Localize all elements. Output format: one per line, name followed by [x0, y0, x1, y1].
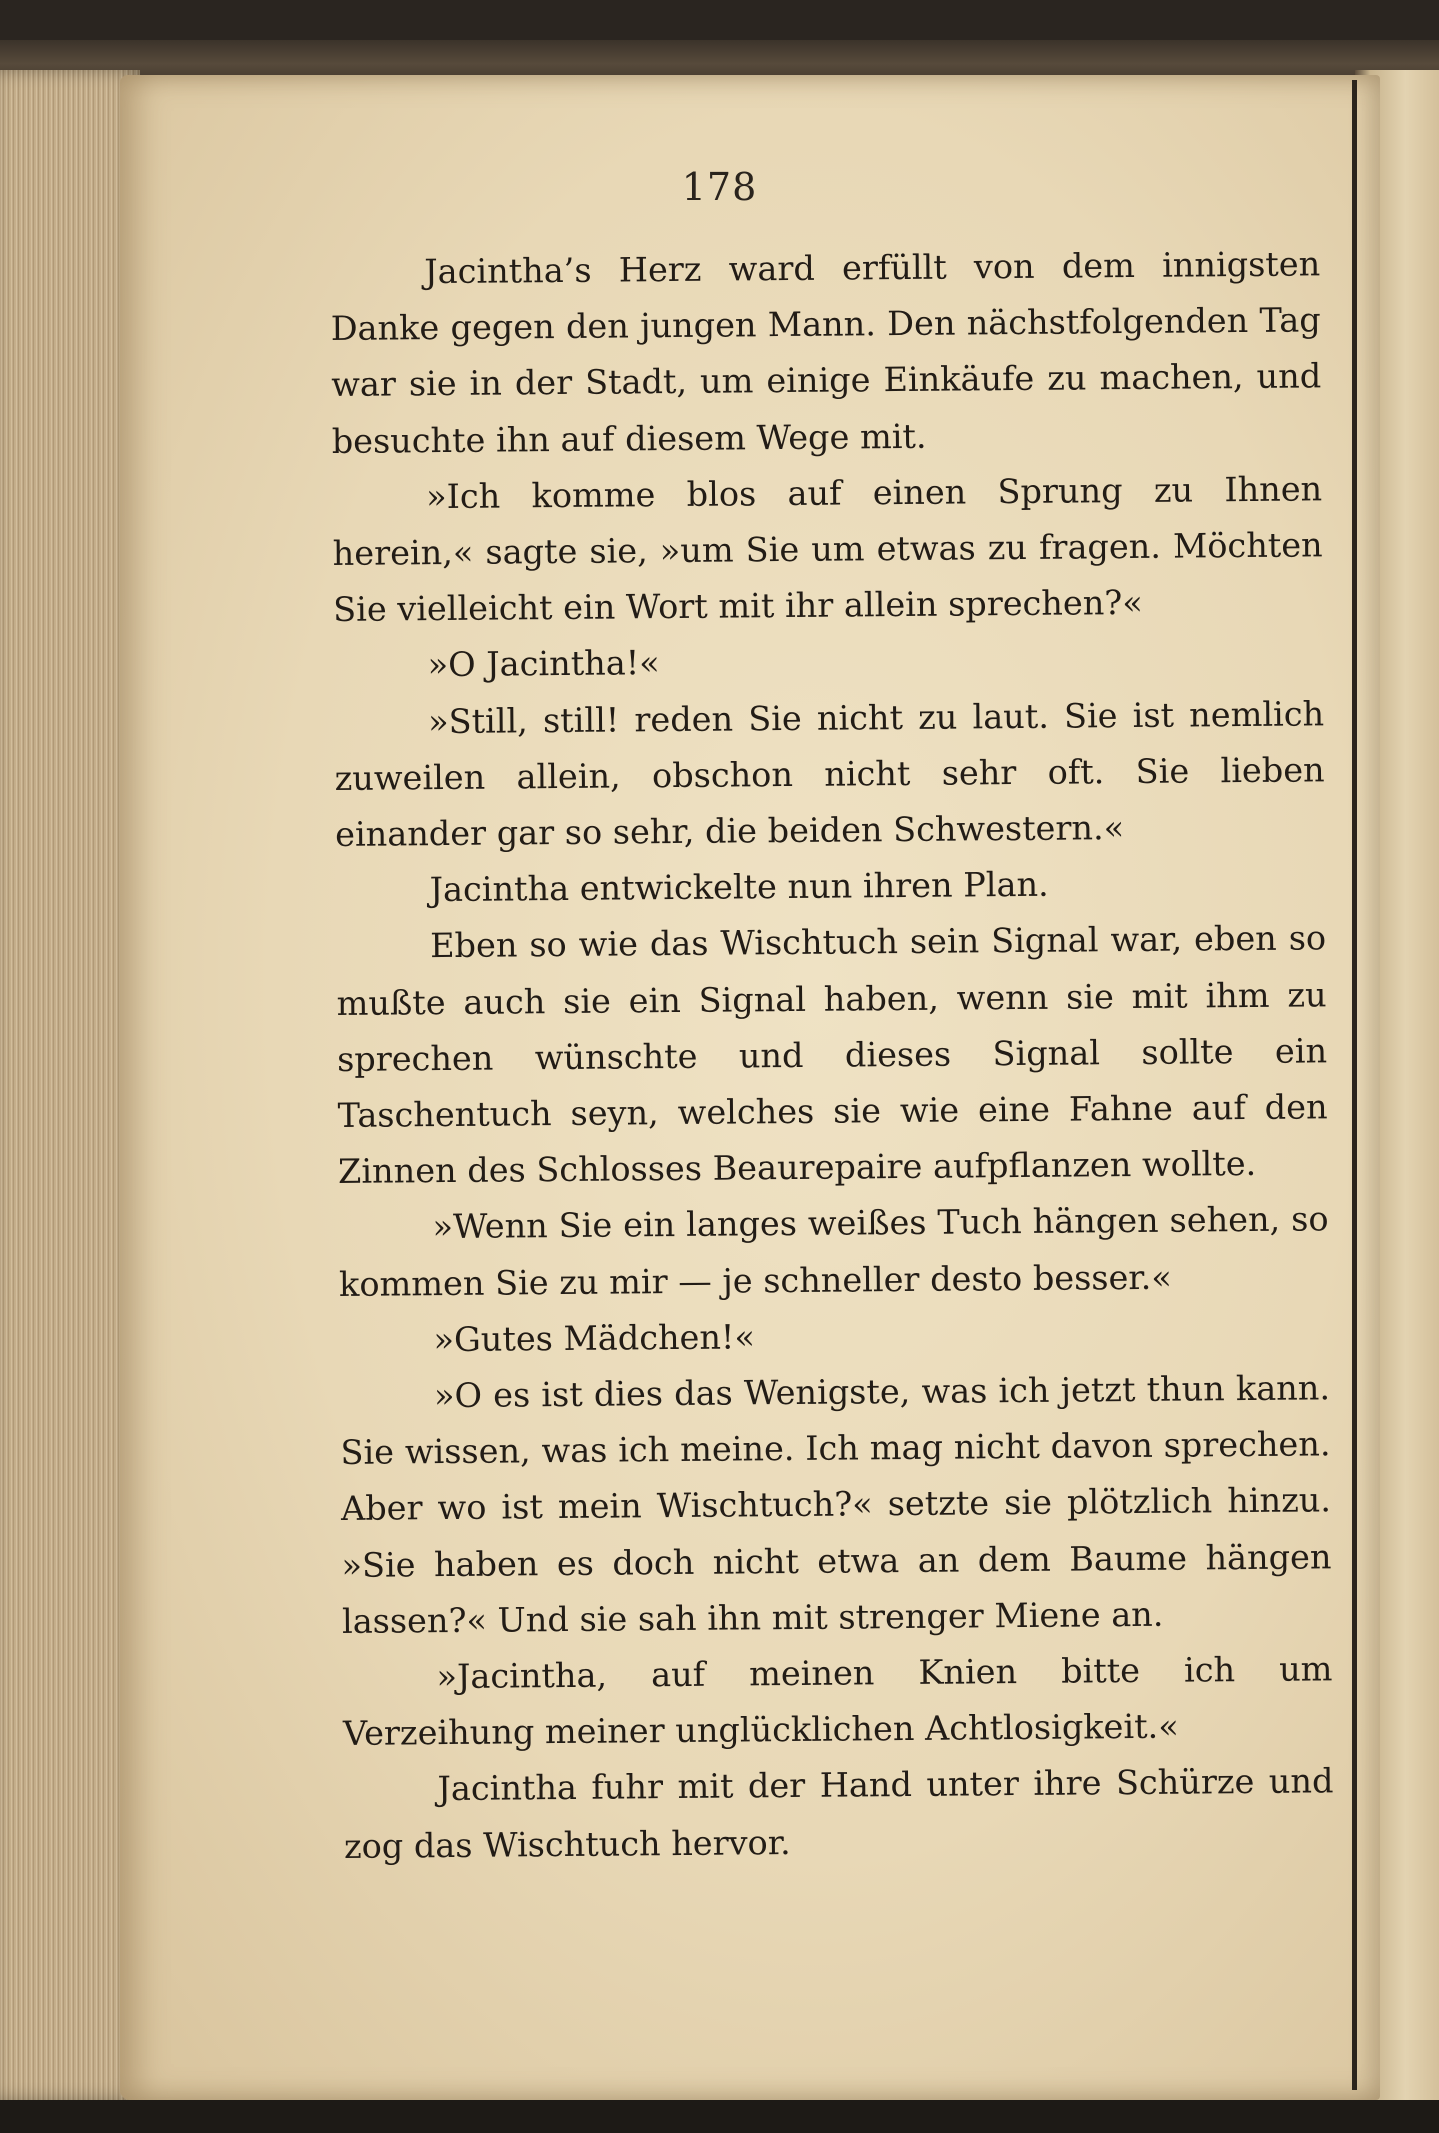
paragraph: Jacintha fuhr mit der Hand unter ihre Schürze und zog das Wischtuch hervor.: [343, 1761, 1334, 1866]
paragraph: Jacintha entwickelte nun ihren Plan.: [429, 864, 1049, 910]
paragraph: Jacintha’s Herz ward erfüllt von dem innigsten Danke gegen den jungen Mann. Den nächstfolgenden Tag war sie in der Stadt, um einige Einkäufe zu machen, und besuchte ihn auf diesem Wege mit.: [330, 244, 1322, 461]
page-gutter: [1352, 80, 1357, 2090]
paragraph: »Wenn Sie ein langes weißes Tuch hängen sehen, so kommen Sie zu mir — je schneller desto besser.«: [338, 1199, 1329, 1304]
book-cover-edge: [0, 40, 1439, 80]
page-edge-stack: [0, 70, 140, 2100]
paragraph: »Still, still! reden Sie nicht zu laut. Sie ist nemlich zuweilen allein, obschon nicht sehr oft. Sie lieben einander gar so sehr, die beiden Schwestern.«: [334, 693, 1325, 855]
paragraph: »Ich komme blos auf einen Sprung zu Ihnen herein,« sagte sie, »um Sie um etwas zu fragen. Möchten Sie vielleicht ein Wort mit ihr allein sprechen?«: [332, 469, 1323, 630]
paragraph: »O es ist dies das Wenigste, was ich jetzt thun kann. Sie wissen, was ich meine. Ich mag nicht davon sprechen. Aber wo ist mein Wischtuch?« setzte sie plötzlich hinzu. »Sie haben es doch nicht etwa an dem Baume hängen lassen?« Und sie sah ihn mit strenger Miene an.: [340, 1368, 1332, 1641]
page-number: 178: [681, 165, 758, 209]
body-text: [330, 236, 1334, 1874]
paragraph: »Gutes Mädchen!«: [433, 1317, 756, 1359]
paragraph: Eben so wie das Wischtuch sein Signal war, eben so mußte auch sie ein Signal haben, wenn sie mit ihm zu sprechen wünschte und dieses Signal sollte ein Taschentuch seyn, welches sie wie eine Fahne auf den Zinnen des Schlosses Beaurepaire aufpflanzen wollte.: [336, 918, 1328, 1192]
paragraph: »Jacintha, auf meinen Knien bitte ich um Verzeihung meiner unglücklichen Achtlosigkeit.«: [342, 1649, 1333, 1754]
paragraph: »O Jacintha!«: [427, 643, 660, 685]
